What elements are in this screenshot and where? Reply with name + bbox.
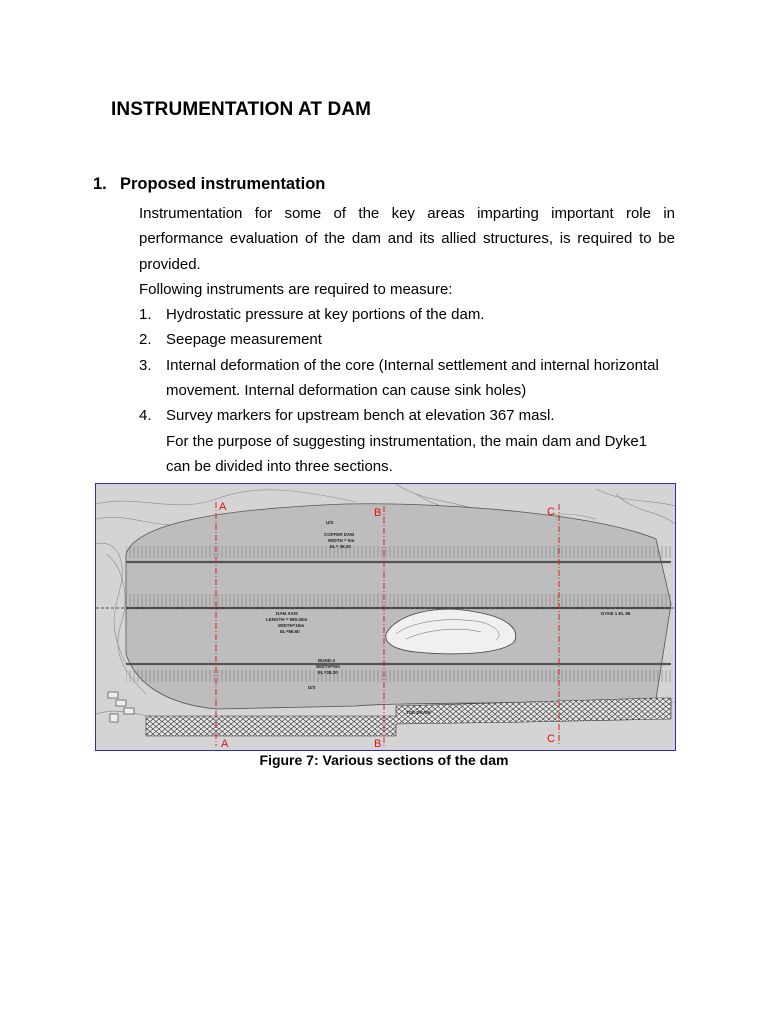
map-label-ds: D/S [308, 685, 316, 690]
list-item-text: Survey markers for upstream bench at elevation 367 masl. [166, 407, 555, 425]
map-label-dyke: DYKE 1 EL 86 [601, 611, 631, 616]
list-item-number: 2. [139, 331, 152, 349]
figure-caption: Figure 7: Various sections of the dam [259, 752, 509, 768]
list-item-number: 3. [139, 356, 152, 374]
section-label-b-top: B [374, 507, 382, 519]
list-item [139, 353, 675, 404]
list-item [139, 327, 675, 352]
dam-sections-figure [95, 483, 676, 751]
section-label-a-bottom: A [221, 738, 229, 750]
section-label-c-top: C [547, 506, 555, 518]
list-item [139, 403, 675, 428]
map-label-bund: BUND-3 [318, 658, 336, 663]
list-item-text: Internal deformation of the core (Internal settlement and internal horizontal movement. Internal deformation can cause sink holes) [166, 356, 659, 400]
list-item-number: 4. [139, 407, 152, 425]
section-heading-text: Proposed instrumentation [120, 175, 326, 193]
map-label-us: U/S [326, 520, 334, 525]
map-label-cofferdam-el: EL= 39.30 [330, 544, 351, 549]
list-item-number: 1. [139, 306, 152, 324]
section-label-a-top: A [219, 501, 227, 513]
list-item-text: Hydrostatic pressure at key portions of the dam. [166, 306, 485, 324]
following-paragraph: Following instruments are required to measure: [139, 280, 453, 298]
closing-paragraph: For the purpose of suggesting instrumentation, the main dam and Dyke1 can be divided into three sections. [166, 432, 648, 475]
section-label-b-bottom: B [374, 738, 382, 750]
list-item [139, 302, 675, 327]
map-label-bund-el: EL=38.20 [318, 670, 338, 675]
map-label-cofferdam: COFFER DAM [324, 532, 354, 537]
map-label-damaxis: DAM AXIS [276, 611, 298, 616]
dam-plan-map [96, 484, 675, 750]
intro-paragraph: Instrumentation for some of the key areas imparting important role in performance evaluation of the dam and its allied structures, is required to be provided. [139, 205, 675, 273]
map-label-damaxis-length: LENGTH = 990.00m [266, 617, 308, 622]
map-label-damaxis-width: WIDTH=15m [278, 623, 305, 628]
section-body [139, 201, 675, 479]
map-label-bund-width: WIDTH=5m [316, 664, 340, 669]
list-item-text: Seepage measurement [166, 331, 322, 349]
map-label-cofferdam-width: WIDTH = 5m [328, 538, 355, 543]
section-label-c-bottom: C [547, 733, 555, 745]
section-heading [93, 175, 325, 194]
section-number: 1. [93, 175, 107, 193]
map-label-damaxis-el: EL=86.60 [280, 629, 300, 634]
page-title: INSTRUMENTATION AT DAM [111, 99, 372, 120]
map-label-toedrain: TOE DRAIN [406, 710, 431, 715]
